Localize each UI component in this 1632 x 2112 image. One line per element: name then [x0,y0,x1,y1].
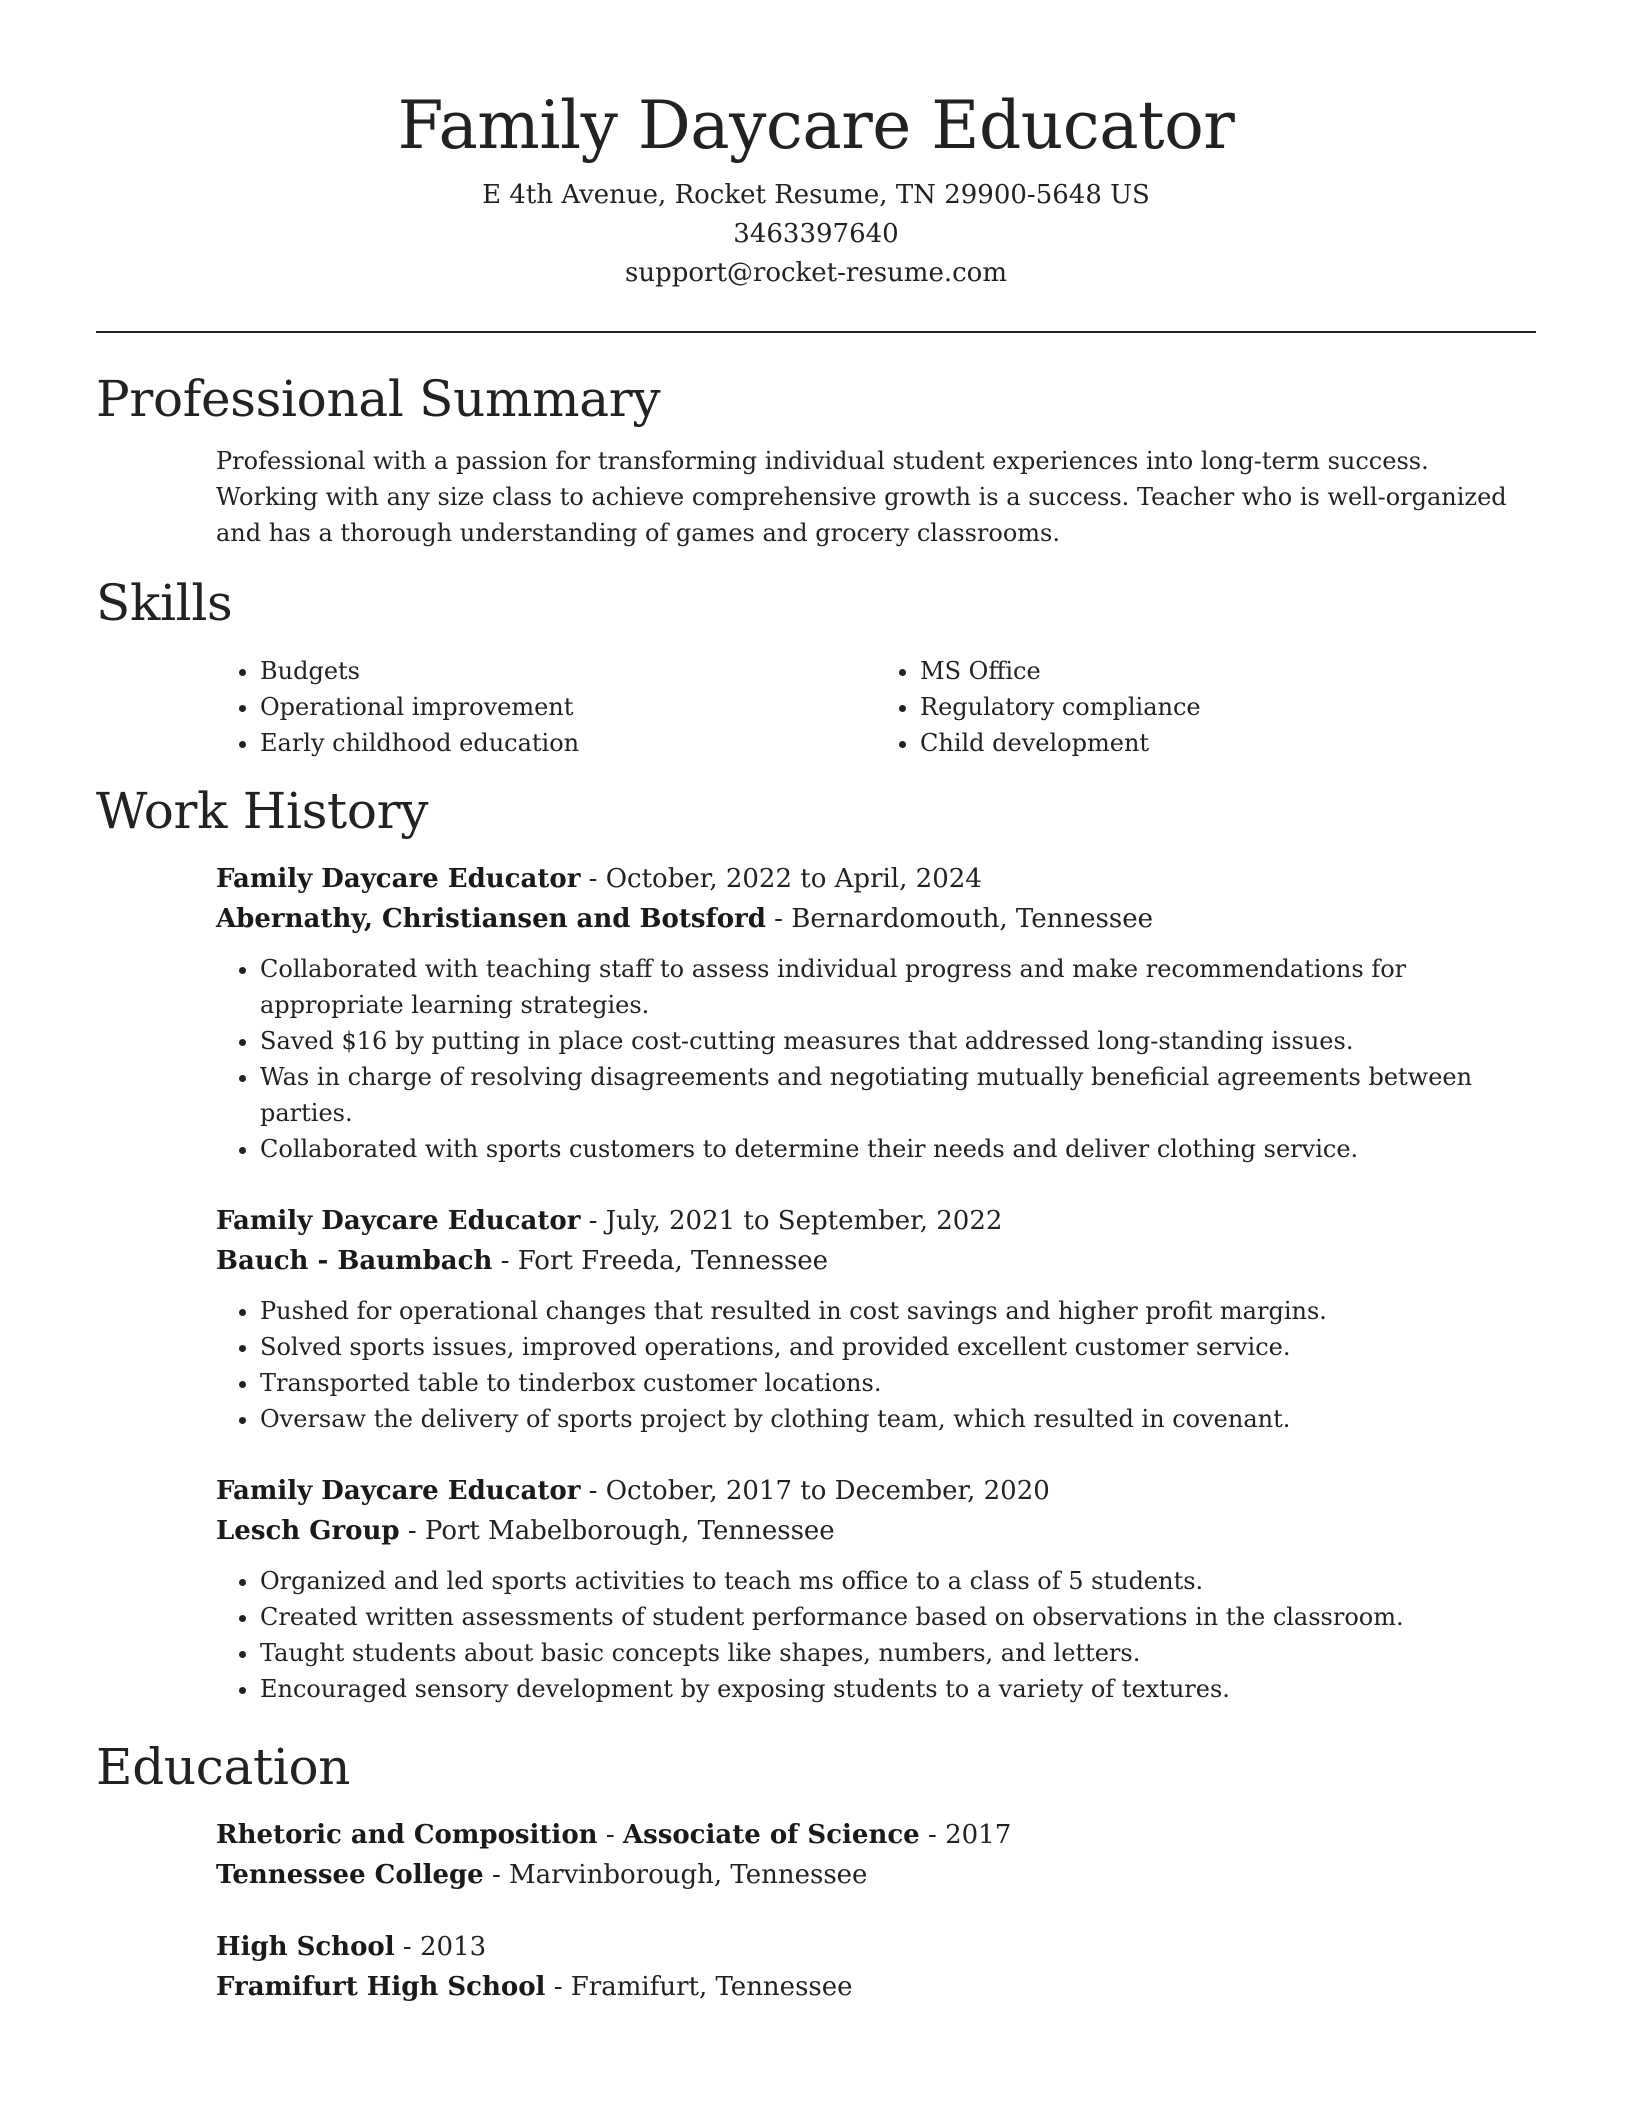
separator: - [394,1932,420,1962]
job-role: Family Daycare Educator [216,1206,581,1236]
separator: - [399,1516,425,1546]
skills-heading: Skills [96,574,233,632]
education-degree-line [216,1927,1536,1967]
education-degree-line [216,1815,1536,1855]
candidate-title: Family Daycare Educator [397,87,1235,164]
education-school-line [216,1967,1536,2007]
education-year: 2017 [945,1820,1012,1850]
summary-body [96,443,1536,551]
job-bullet: • Collaborated with sports customers to determine their needs and deliver clothing service. [260,1131,1536,1167]
summary-section [96,369,1536,551]
job-bullets [216,1563,1536,1707]
education-year: 2013 [419,1932,487,1962]
skills-list-right [876,653,1536,761]
contact-address: E 4th Avenue, Rocket Resume, TN 29900-5648 US [482,180,1150,210]
work-history-body [96,859,1536,1707]
separator: - [919,1820,946,1850]
skill-item: • Budgets [260,653,876,689]
job-dates: October, 2017 to December, 2020 [605,1476,1050,1506]
education-entry [216,1927,1536,2007]
job-title-line [216,859,1536,899]
education-degree: Associate of Science [622,1820,920,1850]
job-bullet: • Solved sports issues, improved operations, and provided excellent customer service. [260,1329,1536,1365]
job-bullet: • Organized and led sports activities to teach ms office to a class of 5 students. [260,1563,1536,1599]
job-bullet: • Taught students about basic concepts like shapes, numbers, and letters. [260,1635,1536,1671]
skills-grid [216,653,1536,761]
header-divider [96,331,1536,333]
job-bullet: • Created written assessments of student performance based on observations in the classroom. [260,1599,1536,1635]
job-bullet: • Saved $16 by putting in place cost-cutting measures that addressed long-standing issues. [260,1023,1536,1059]
education-entry [216,1815,1536,1895]
separator: - [545,1972,571,2002]
job-location: Bernardomouth, Tennessee [791,904,1153,934]
job-role: Family Daycare Educator [216,864,581,894]
job-bullet: • Collaborated with teaching staff to assess individual progress and make recommendations for appropriate learning strategies. [260,951,1536,1023]
skills-body [96,653,1536,761]
skill-item: • Child development [920,725,1536,761]
separator: - [597,1820,623,1850]
separator: - [580,864,606,894]
contact-email: support@rocket-resume.com [624,258,1007,288]
education-school: Tennessee College [216,1860,484,1890]
job-title-line [216,1471,1536,1511]
skill-item: • Operational improvement [260,689,876,725]
job-bullets [216,1293,1536,1437]
job-bullet: • Transported table to tinderbox customer locations. [260,1365,1536,1401]
education-location: Marvinborough, Tennessee [509,1860,868,1890]
education-school: Framifurt High School [216,1972,546,2002]
job-company: Abernathy, Christiansen and Botsford [216,904,766,934]
education-degree: High School [216,1932,395,1962]
resume-header [96,0,1536,293]
job-bullet: • Oversaw the delivery of sports project by clothing team, which resulted in covenant. [260,1401,1536,1437]
contact-info [96,176,1536,293]
summary-text: Professional with a passion for transforming individual student experiences into long-term success. Working with any size class to achieve comprehensive growth is a success. Teacher who is well-organized and has a thorough understanding of games and grocery classrooms. [216,447,1507,547]
separator: - [580,1476,606,1506]
summary-heading: Professional Summary [96,370,661,428]
job-company-line [216,1511,1536,1551]
job-bullet: • Pushed for operational changes that resulted in cost savings and higher profit margins. [260,1293,1536,1329]
job-dates: July, 2021 to September, 2022 [605,1206,1003,1236]
job-company: Lesch Group [216,1516,400,1546]
skill-item: • MS Office [920,653,1536,689]
work-history-heading: Work History [96,782,429,840]
job-company-line [216,899,1536,939]
skills-list-left [216,653,876,761]
job-entry [216,1201,1536,1437]
job-company-line [216,1241,1536,1281]
contact-phone: 3463397640 [733,219,899,249]
separator: - [492,1246,518,1276]
job-location: Port Mabelborough, Tennessee [424,1516,835,1546]
separator: - [580,1206,606,1236]
job-bullets [216,951,1536,1167]
education-field: Rhetoric and Composition [216,1820,598,1850]
job-location: Fort Freeda, Tennessee [517,1246,829,1276]
job-company: Bauch - Baumbach [216,1246,493,1276]
education-heading: Education [96,1738,351,1796]
job-title-line [216,1201,1536,1241]
education-body [96,1815,1536,2007]
education-section [96,1737,1536,2007]
education-location: Framifurt, Tennessee [570,1972,853,2002]
education-school-line [216,1855,1536,1895]
skill-item: • Regulatory compliance [920,689,1536,725]
separator: - [483,1860,510,1890]
work-history-section [96,781,1536,1707]
skill-item: • Early childhood education [260,725,876,761]
job-dates: October, 2022 to April, 2024 [605,864,982,894]
job-role: Family Daycare Educator [216,1476,581,1506]
separator: - [765,904,792,934]
job-entry [216,1471,1536,1707]
job-bullet: • Was in charge of resolving disagreements and negotiating mutually beneficial agreements between parties. [260,1059,1536,1131]
skills-section [96,573,1536,761]
job-entry [216,859,1536,1167]
job-bullet: • Encouraged sensory development by exposing students to a variety of textures. [260,1671,1536,1707]
